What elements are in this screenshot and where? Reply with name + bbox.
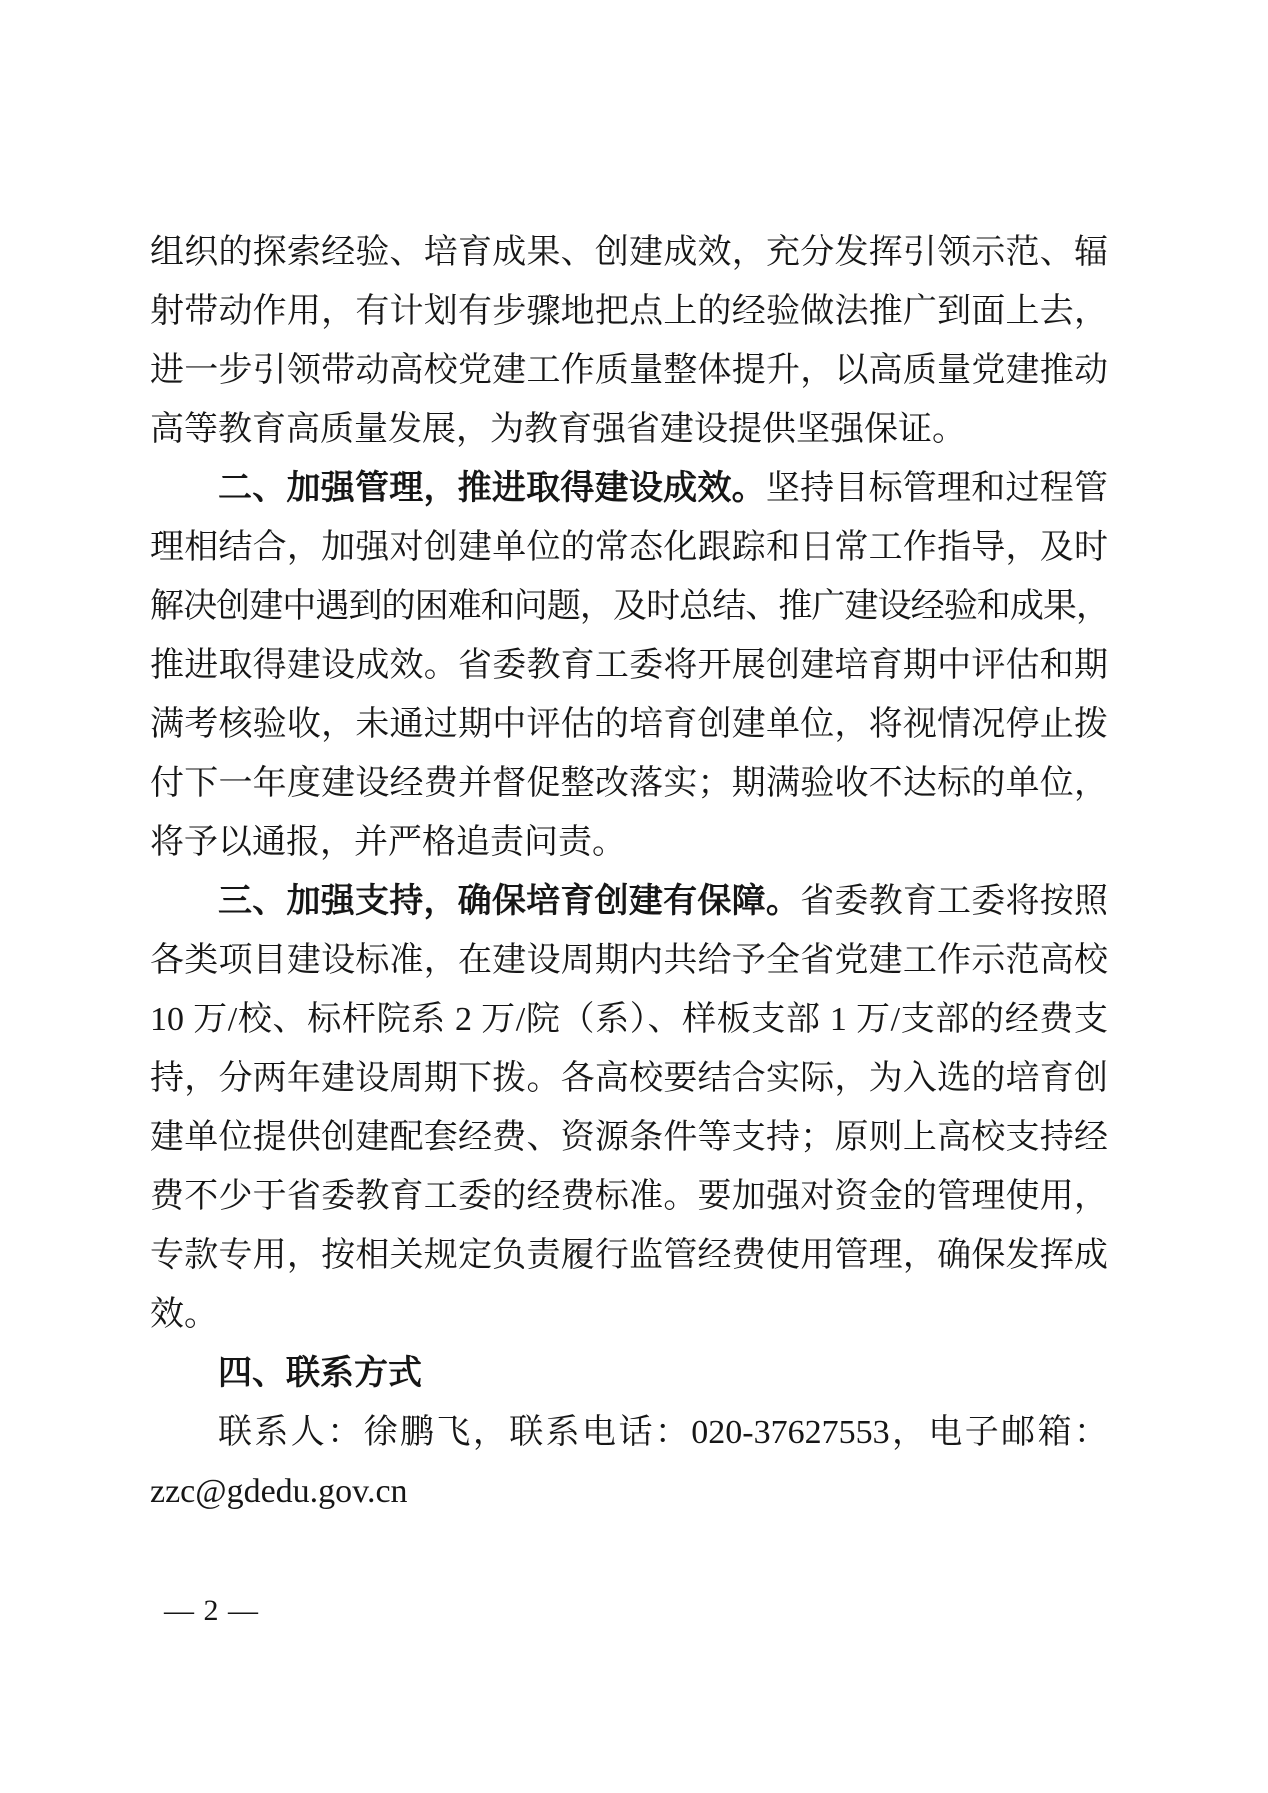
text-line [150,754,1108,813]
body-text: 高等教育高质量发展，为教育强省建设提供坚强保证。 [150,411,966,448]
text-line [150,223,1108,282]
text-line [150,872,1108,931]
document-body [150,223,1108,1521]
text-line [150,459,1108,518]
body-text: 费不少于省委教育工委的经费标准。要加强对资金的管理使用， [150,1178,1108,1215]
body-text: 将予以通报，并严格追责问责。 [150,824,626,861]
paragraph [150,459,1108,872]
paragraph [150,1344,1108,1403]
text-line [150,577,1108,636]
text-line [150,1108,1108,1167]
body-text: 联系人：徐鹏飞，联系电话：020-37627553，电子邮箱： [218,1414,1108,1451]
body-text: 各类项目建设标准，在建设周期内共给予全省党建工作示范高校 [150,942,1108,979]
body-text: 专款专用，按相关规定负责履行监管经费使用管理，确保发挥成 [150,1237,1108,1274]
text-line [150,1167,1108,1226]
section-heading: 四、联系方式 [218,1354,422,1392]
text-line [150,282,1108,341]
text-line [150,695,1108,754]
text-line [150,931,1108,990]
text-line [150,1285,1108,1344]
paragraph [150,1403,1108,1521]
text-line [150,1049,1108,1108]
paragraph [150,223,1108,459]
text-line [150,518,1108,577]
body-text: 推进取得建设成效。省委教育工委将开展创建培育期中评估和期 [150,647,1108,684]
body-text: 付下一年度建设经费并督促整改落实；期满验收不达标的单位， [150,765,1108,802]
section-heading: 二、加强管理，推进取得建设成效。 [218,469,766,507]
text-line [150,341,1108,400]
body-text: 建单位提供创建配套经费、资源条件等支持；原则上高校支持经 [150,1119,1108,1156]
text-line [150,400,1108,459]
body-text: 满考核验收，未通过期中评估的培育创建单位，将视情况停止拨 [150,706,1108,743]
body-text: 组织的探索经验、培育成果、创建成效，充分发挥引领示范、辐 [150,234,1108,271]
section-heading: 三、加强支持，确保培育创建有保障。 [218,882,801,920]
text-line [150,813,1108,872]
text-line [150,1403,1108,1462]
text-line [150,1344,1108,1403]
body-text: 10 万/校、标杆院系 2 万/院（系）、样板支部 1 万/支部的经费支 [150,1001,1108,1038]
body-text: 效。 [150,1296,218,1333]
body-text: 理相结合，加强对创建单位的常态化跟踪和日常工作指导，及时 [150,529,1108,566]
body-text: 坚持目标管理和过程管 [765,470,1109,507]
body-text: 省委教育工委将按照 [800,883,1109,920]
text-line [150,1226,1108,1285]
body-text: 解决创建中遇到的困难和问题，及时总结、推广建设经验和成果， [150,588,1108,625]
text-line [150,1462,1108,1521]
body-text: 持，分两年建设周期下拨。各高校要结合实际，为入选的培育创 [150,1060,1108,1097]
page-number: — 2 — [164,1594,259,1627]
paragraph [150,872,1108,1344]
text-line [150,990,1108,1049]
body-text: zzc@gdedu.gov.cn [150,1473,408,1510]
body-text: 进一步引领带动高校党建工作质量整体提升，以高质量党建推动 [150,352,1108,389]
text-line [150,636,1108,695]
body-text: 射带动作用，有计划有步骤地把点上的经验做法推广到面上去， [150,293,1108,330]
